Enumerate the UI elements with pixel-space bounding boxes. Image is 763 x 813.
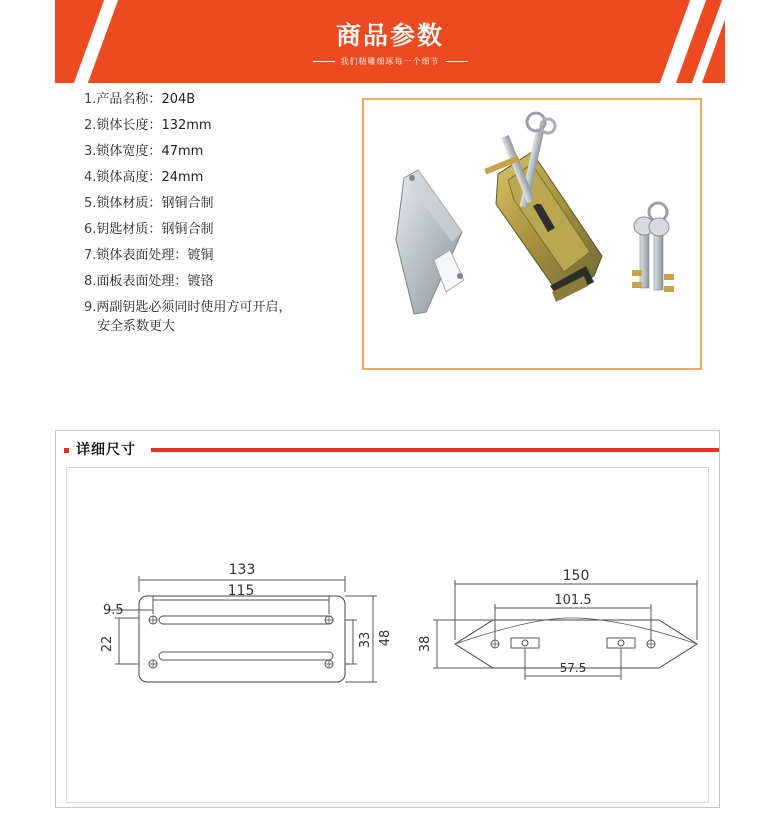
spec-label: 面板表面处理	[96, 274, 175, 289]
spec-num: 9.	[84, 300, 97, 315]
technical-drawing	[67, 468, 708, 802]
lock-body-icon	[496, 152, 602, 302]
header-bullet	[64, 448, 69, 453]
subtitle-text: 我们精雕细琢每一个细节	[340, 57, 440, 66]
spec-item: 3.锁体宽度：47mm	[84, 144, 204, 159]
spec-label: 产品名称	[96, 92, 149, 107]
spec-label: 钥匙材质	[96, 222, 149, 237]
spec-value: 204B	[161, 92, 196, 107]
spec-num: 4.	[84, 170, 97, 185]
face-plate-icon	[396, 170, 464, 314]
spec-label: 锁体宽度	[96, 144, 149, 159]
banner-subtitle	[55, 56, 725, 67]
dim-label-holes: 33	[358, 631, 373, 649]
spec-num: 5.	[84, 196, 97, 211]
plate-outline	[139, 596, 345, 682]
spec-label: 锁体长度	[96, 118, 149, 133]
spec-value: 24mm	[161, 170, 204, 185]
spec-item: 1.产品名称：204B	[84, 92, 196, 107]
spec-item: 5.锁体材质：钢铜合制	[84, 196, 214, 211]
note-line2: 安全系数更大	[97, 319, 176, 334]
spec-value: 镀铜	[187, 248, 214, 263]
subtitle-dash-left	[313, 61, 335, 62]
spec-item: 7.锁体表面处理：镀铜	[84, 248, 214, 263]
banner-title: 商品参数	[335, 21, 444, 50]
dim-line-total	[455, 580, 697, 640]
detail-title: 详细尺寸	[76, 442, 136, 458]
spec-value: 钢铜合制	[161, 196, 214, 211]
spec-value: 镀铬	[187, 274, 214, 289]
spec-item: 2.锁体长度：132mm	[84, 118, 212, 133]
spec-note	[84, 298, 359, 336]
spare-keys-icon	[632, 203, 674, 292]
dim-line-holes	[345, 620, 357, 664]
spec-num: 6.	[84, 222, 97, 237]
dim-label-offset: 9.5	[103, 603, 124, 618]
product-illustration	[364, 100, 700, 368]
subtitle-dash-right	[446, 61, 468, 62]
spec-list	[84, 90, 359, 336]
product-photo	[362, 98, 702, 370]
dim-label-inner: 115	[227, 583, 255, 599]
dim-label-holes: 101.5	[554, 593, 592, 608]
dim-label-slot: 22	[100, 635, 115, 653]
spec-num: 3.	[84, 144, 97, 159]
spec-item: 6.钥匙材质：钢铜合制	[84, 222, 214, 237]
diamond-hole	[618, 640, 624, 646]
spec-label: 锁体表面处理	[96, 248, 175, 263]
dim-label-height: 48	[378, 629, 393, 647]
note-line1: 两副钥匙必须同时使用方可开启，	[96, 300, 292, 315]
dim-label-total: 133	[228, 562, 256, 578]
spec-num: 7.	[84, 248, 97, 263]
diamond-fold-line	[455, 618, 697, 644]
dim-line-holes	[495, 604, 651, 640]
spec-num: 8.	[84, 274, 97, 289]
dim-line-slot	[115, 618, 139, 664]
spec-value: 47mm	[161, 144, 204, 159]
spec-label: 锁体材质	[96, 196, 149, 211]
spec-value: 132mm	[161, 118, 212, 133]
dim-line-height	[433, 620, 493, 668]
header-banner	[55, 0, 725, 83]
detail-section	[55, 430, 720, 808]
spec-value: 钢铜合制	[161, 222, 214, 237]
spec-label: 锁体高度	[96, 170, 149, 185]
dim-label-total: 150	[562, 568, 590, 584]
header-rule	[151, 448, 719, 452]
plate-slot-top	[159, 616, 333, 624]
diamond-hole	[522, 640, 528, 646]
detail-header	[56, 439, 719, 461]
spec-num: 1.	[84, 92, 97, 107]
drawing-area	[66, 467, 709, 803]
spec-item: 4.锁体高度：24mm	[84, 170, 204, 185]
dim-label-center: 57.5	[559, 661, 587, 675]
dim-label-height: 38	[418, 635, 433, 653]
spec-num: 2.	[84, 118, 97, 133]
spec-item: 8.面板表面处理：镀铬	[84, 274, 214, 289]
plate-slot-bottom	[159, 652, 333, 660]
